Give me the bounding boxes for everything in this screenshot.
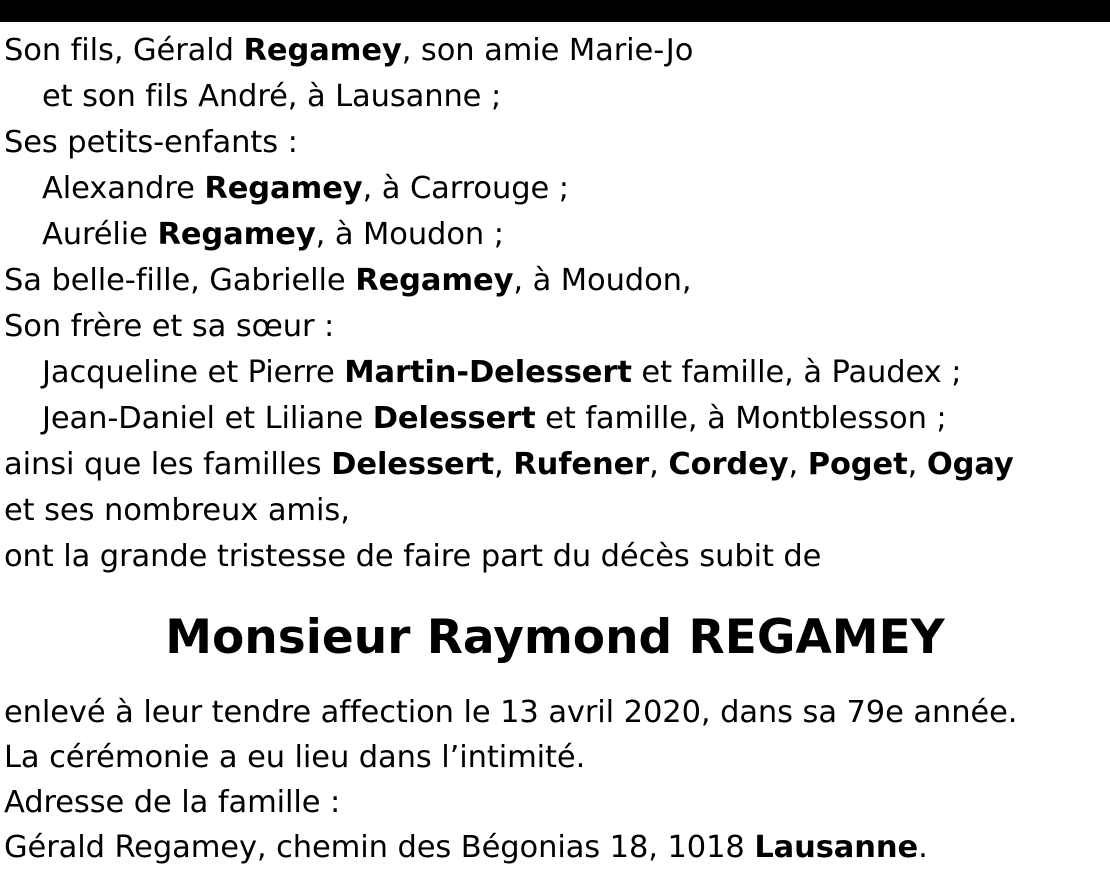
top-rule-bar: [0, 0, 1110, 22]
line-text: Jean-Daniel et Liliane: [42, 401, 373, 436]
notice-line: [4, 120, 1106, 166]
line-text: ont la grande tristesse de faire part du décès subit de: [4, 539, 822, 574]
surname-emphasis: Rufener: [513, 447, 650, 482]
closing-lines: [4, 690, 1106, 870]
line-text: , à Carrouge ;: [362, 171, 569, 206]
line-text: ,: [649, 447, 669, 482]
line-text: La cérémonie a eu lieu dans l’intimité.: [4, 740, 586, 775]
surname-emphasis: Ogay: [926, 447, 1014, 482]
notice-line: [4, 304, 1106, 350]
notice-line: [4, 690, 1106, 735]
surname-emphasis: Delessert: [331, 447, 494, 482]
notice-line: [4, 74, 1106, 120]
notice-line: [4, 212, 1106, 258]
line-text: ,: [494, 447, 514, 482]
line-text: et ses nombreux amis,: [4, 493, 350, 528]
notice-line: [4, 442, 1106, 488]
surname-emphasis: Regamey: [355, 263, 514, 298]
line-text: , à Moudon ;: [315, 217, 504, 252]
surname-emphasis: Cordey: [668, 447, 789, 482]
line-text: .: [918, 830, 928, 865]
line-text: Sa belle-fille, Gabrielle: [4, 263, 356, 298]
notice-line: [4, 488, 1106, 534]
surname-emphasis: Regamey: [204, 171, 363, 206]
surname-emphasis: Regamey: [243, 33, 402, 68]
line-text: et son fils André, à Lausanne ;: [42, 79, 502, 114]
notice-line: [4, 166, 1106, 212]
line-text: Ses petits-enfants :: [4, 125, 298, 160]
line-text: Son fils, Gérald: [4, 33, 244, 68]
notice-line: [4, 258, 1106, 304]
line-text: Alexandre: [42, 171, 205, 206]
notice-line: [4, 28, 1106, 74]
line-text: Jacqueline et Pierre: [42, 355, 345, 390]
surname-emphasis: Martin-Delessert: [344, 355, 632, 390]
surname-emphasis: Delessert: [372, 401, 536, 436]
line-text: , son amie Marie-Jo: [401, 33, 694, 68]
line-text: Adresse de la famille :: [4, 785, 341, 820]
notice-line: [4, 534, 1106, 580]
line-text: , à Moudon,: [513, 263, 692, 298]
notice-line: [4, 350, 1106, 396]
surname-emphasis: Regamey: [157, 217, 316, 252]
line-text: ,: [907, 447, 927, 482]
deceased-name: Monsieur Raymond REGAMEY: [165, 610, 945, 665]
line-text: et famille, à Montblesson ;: [535, 401, 947, 436]
line-text: ainsi que les familles: [4, 447, 332, 482]
line-text: Aurélie: [42, 217, 158, 252]
surname-emphasis: Poget: [807, 447, 908, 482]
line-text: ,: [788, 447, 808, 482]
notice-line: [4, 780, 1106, 825]
notice-line: [4, 396, 1106, 442]
line-text: Gérald Regamey, chemin des Bégonias 18, 1018: [4, 830, 755, 865]
notice-line: [4, 735, 1106, 780]
line-text: Son frère et sa sœur :: [4, 309, 335, 344]
notice-line: [4, 825, 1106, 870]
line-text: enlevé à leur tendre affection le 13 avril 2020, dans sa 79e année.: [4, 695, 1018, 730]
notice-body: [0, 28, 1110, 870]
family-lines: [4, 28, 1106, 580]
line-text: et famille, à Paudex ;: [631, 355, 962, 390]
surname-emphasis: Lausanne: [754, 830, 919, 865]
